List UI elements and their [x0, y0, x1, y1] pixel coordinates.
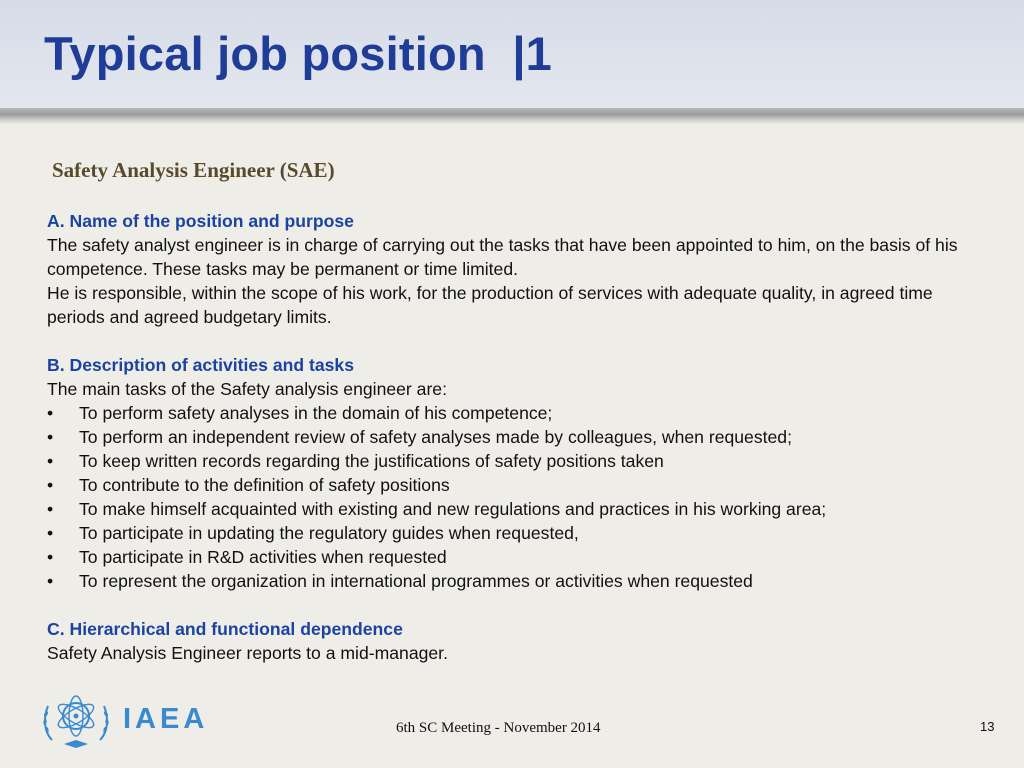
- list-item-text: To perform an independent review of safety analyses made by colleagues, when requested;: [79, 427, 792, 447]
- list-item: [47, 449, 977, 473]
- spacer: [47, 329, 977, 353]
- list-item-text: To represent the organization in international programmes or activities when requested: [79, 571, 753, 591]
- list-item: [47, 521, 977, 545]
- bullet-icon: •: [47, 571, 54, 591]
- list-item: [47, 497, 977, 521]
- bullet-icon: •: [47, 475, 54, 495]
- bullet-icon: •: [47, 499, 54, 519]
- header-divider: [0, 108, 1024, 124]
- section-a-heading: A. Name of the position and purpose: [47, 211, 354, 231]
- task-list: [47, 401, 977, 593]
- section-a-paragraph-1: The safety analyst engineer is in charge of carrying out the tasks that have been appointed to him, on the basis of his competence. These tasks may be permanent or time limited.: [47, 235, 958, 279]
- list-item: [47, 545, 977, 569]
- bullet-icon: •: [47, 547, 54, 567]
- section-a-paragraph-2: He is responsible, within the scope of his work, for the production of services with adequate quality, in agreed time periods and agreed budgetary limits.: [47, 283, 933, 327]
- section-b-intro: The main tasks of the Safety analysis engineer are:: [47, 379, 447, 399]
- list-item: [47, 473, 977, 497]
- list-item-text: To make himself acquainted with existing and new regulations and practices in his working area;: [79, 499, 827, 519]
- section-c-heading: C. Hierarchical and functional dependence: [47, 619, 403, 639]
- section-b-heading: B. Description of activities and tasks: [47, 355, 355, 375]
- iaea-emblem-icon: [40, 688, 112, 752]
- section-c-text: Safety Analysis Engineer reports to a mid-manager.: [47, 643, 448, 663]
- list-item: [47, 425, 977, 449]
- bullet-icon: •: [47, 427, 54, 447]
- bullet-icon: •: [47, 403, 54, 423]
- list-item: [47, 401, 977, 425]
- footer-meeting-label: 6th SC Meeting - November 2014: [396, 720, 601, 736]
- bullet-icon: •: [47, 523, 54, 543]
- list-item-text: To keep written records regarding the justifications of safety positions taken: [79, 451, 664, 471]
- bullet-icon: •: [47, 451, 54, 471]
- page-number: 13: [980, 719, 995, 734]
- iaea-logo-text: IAEA: [123, 703, 209, 735]
- list-item: [47, 569, 977, 593]
- list-item-text: To participate in R&D activities when requested: [79, 547, 447, 567]
- spacer: [47, 593, 977, 617]
- list-item-text: To contribute to the definition of safety positions: [79, 475, 450, 495]
- slide-subtitle: Safety Analysis Engineer (SAE): [52, 158, 335, 182]
- slide-title: Typical job position |1: [44, 27, 553, 80]
- list-item-text: To participate in updating the regulatory guides when requested,: [79, 523, 579, 543]
- list-item-text: To perform safety analyses in the domain of his competence;: [79, 403, 553, 423]
- slide-content: [47, 209, 977, 665]
